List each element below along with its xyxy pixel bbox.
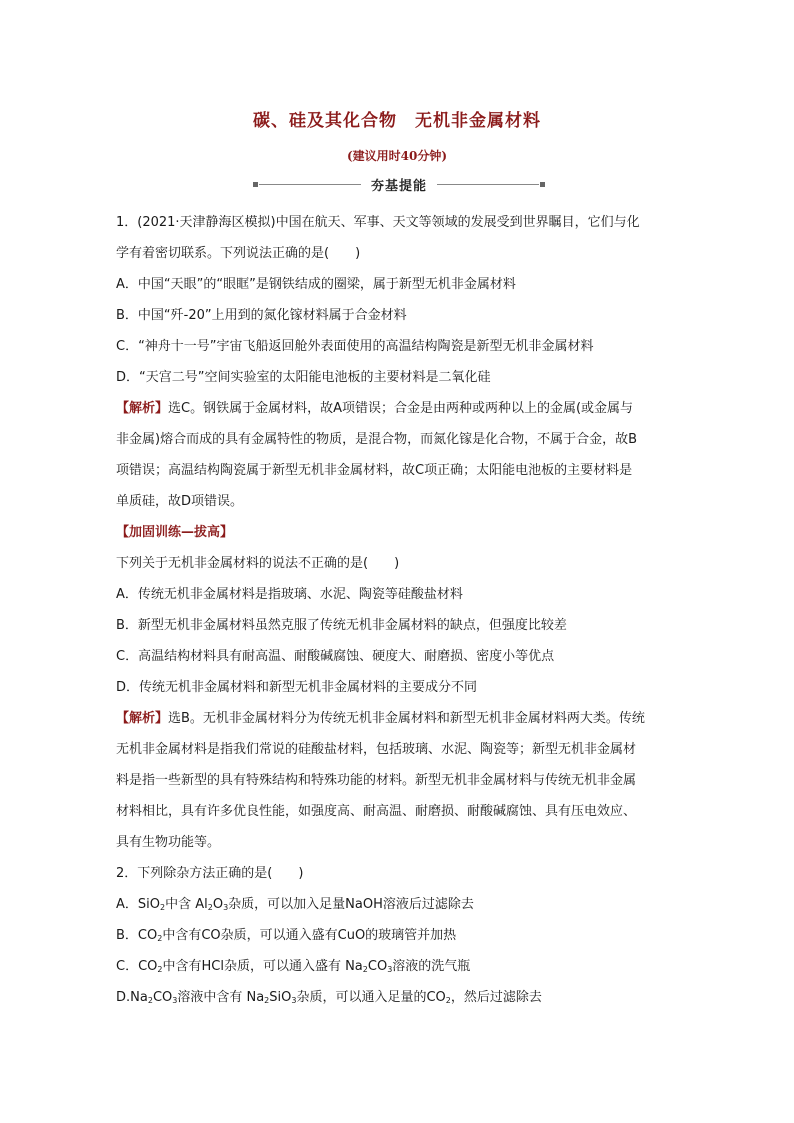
reinforce-option-c: C．高温结构材料具有耐高温、耐酸碱腐蚀、硬度大、耐磨损、密度小等优点 <box>116 649 555 664</box>
q1-option-b: B．中国“歼-20”上用到的氮化镓材料属于合金材料 <box>116 308 407 323</box>
q2-option-c <box>116 951 684 982</box>
reinforce-analysis-line2: 无机非金属材料是指我们常说的硅酸盐材料，包括玻璃、水泥、陶瓷等；新型无机非金属材 <box>116 742 637 757</box>
subscript: 2 <box>157 934 163 943</box>
text-run: ，然后过滤除去 <box>450 990 542 1005</box>
time-suggestion: (建议用时40分钟) <box>346 149 448 163</box>
subscript: 2 <box>207 903 213 912</box>
text-run: C．CO <box>116 959 158 974</box>
reinforce-tag: 【加固训练—拔高】 <box>116 525 234 540</box>
text-run: 溶液的洗气瓶 <box>392 959 471 974</box>
reinforce-analysis-line1 <box>116 703 684 734</box>
text-run: 溶液中含有 Na <box>177 990 265 1005</box>
subscript: 2 <box>362 965 368 974</box>
subscript: 2 <box>160 903 166 912</box>
subscript: 2 <box>147 996 153 1005</box>
text-run: CO <box>152 990 173 1005</box>
q1-analysis-text1: 选C。钢铁属于金属材料，故A项错误；合金是由两种或两种以上的金属(或金属与 <box>168 401 634 416</box>
text-run: 中含有HCl杂质，可以通入盛有 Na <box>162 959 363 974</box>
text-run: A．SiO <box>116 897 160 912</box>
page-title: 碳、硅及其化合物 无机非金属材料 <box>253 111 541 131</box>
q2-option-b <box>116 920 684 951</box>
q2-option-a <box>116 889 684 920</box>
analysis-tag: 【解析】 <box>116 401 169 416</box>
reinforce-option-b: B．新型无机非金属材料虽然克服了传统无机非金属材料的缺点，但强度比较差 <box>116 618 567 633</box>
text-run: CO <box>367 959 388 974</box>
section-header <box>253 175 545 193</box>
reinforce-option-d: D．传统无机非金属材料和新型无机非金属材料的主要成分不同 <box>116 680 478 695</box>
reinforce-analysis-line5: 具有生物功能等。 <box>116 835 221 850</box>
text-run: D.Na <box>116 990 148 1005</box>
reinforce-stem: 下列关于无机非金属材料的说法不正确的是( ) <box>116 556 400 571</box>
analysis-tag: 【解析】 <box>116 711 169 726</box>
text-run: 中含 Al <box>165 897 208 912</box>
q1-analysis-line4: 单质硅，故D项错误。 <box>116 494 244 509</box>
text-run: 杂质，可以通入足量的CO <box>296 990 446 1005</box>
reinforce-analysis-text1: 选B。无机非金属材料分为传统无机非金属材料和新型无机非金属材料两大类。传统 <box>168 711 645 726</box>
text-run: SiO <box>269 990 292 1005</box>
subscript: 3 <box>291 996 297 1005</box>
text-run: O <box>212 897 224 912</box>
subscript: 2 <box>157 965 163 974</box>
reinforce-analysis-line3: 料是指一些新型的具有特殊结构和特殊功能的材料。新型无机非金属材料与传统无机非金属 <box>116 773 637 788</box>
subscript: 3 <box>387 965 393 974</box>
subscript: 3 <box>223 903 229 912</box>
q1-analysis-line2: 非金属)熔合而成的具有金属特性的物质，是混合物，而氮化镓是化合物，不属于合金，故B <box>116 432 637 447</box>
text-run: 中含有CO杂质，可以通入盛有CuO的玻璃管并加热 <box>162 928 457 943</box>
q1-option-a: A．中国“天眼”的“眼眶”是钢铁结成的圈梁，属于新型无机非金属材料 <box>116 277 516 292</box>
q1-stem-line2: 学有着密切联系。下列说法正确的是( ) <box>116 246 361 261</box>
subscript: 3 <box>172 996 178 1005</box>
section-title: 夯基提能 <box>370 179 427 194</box>
divider-dot-right <box>540 182 545 187</box>
reinforce-option-a: A．传统无机非金属材料是指玻璃、水泥、陶瓷等硅酸盐材料 <box>116 587 463 602</box>
q2-stem: 2．下列除杂方法正确的是( ) <box>116 866 304 881</box>
q1-option-c: C．“神舟十一号”宇宙飞船返回舱外表面使用的高温结构陶瓷是新型无机非金属材料 <box>116 339 594 354</box>
q1-analysis-line1 <box>116 393 684 424</box>
text-run: B．CO <box>116 928 158 943</box>
text-run: 杂质，可以加入足量NaOH溶液后过滤除去 <box>228 897 474 912</box>
q2-option-d <box>116 982 684 1013</box>
reinforce-analysis-line4: 材料相比，具有许多优良性能，如强度高、耐高温、耐磨损、耐酸碱腐蚀、具有压电效应、 <box>116 804 637 819</box>
subscript: 2 <box>264 996 270 1005</box>
question-content <box>116 207 684 1013</box>
q1-option-d: D．“天宫二号”空间实验室的太阳能电池板的主要材料是二氧化硅 <box>116 370 491 385</box>
divider-line-right <box>437 184 539 185</box>
q1-stem-line1: 1．(2021·天津静海区模拟)中国在航天、军事、天文等领域的发展受到世界瞩目，它们与化 <box>116 215 640 230</box>
subscript: 2 <box>445 996 451 1005</box>
q1-analysis-line3: 项错误；高温结构陶瓷属于新型无机非金属材料，故C项正确；太阳能电池板的主要材料是 <box>116 463 633 478</box>
